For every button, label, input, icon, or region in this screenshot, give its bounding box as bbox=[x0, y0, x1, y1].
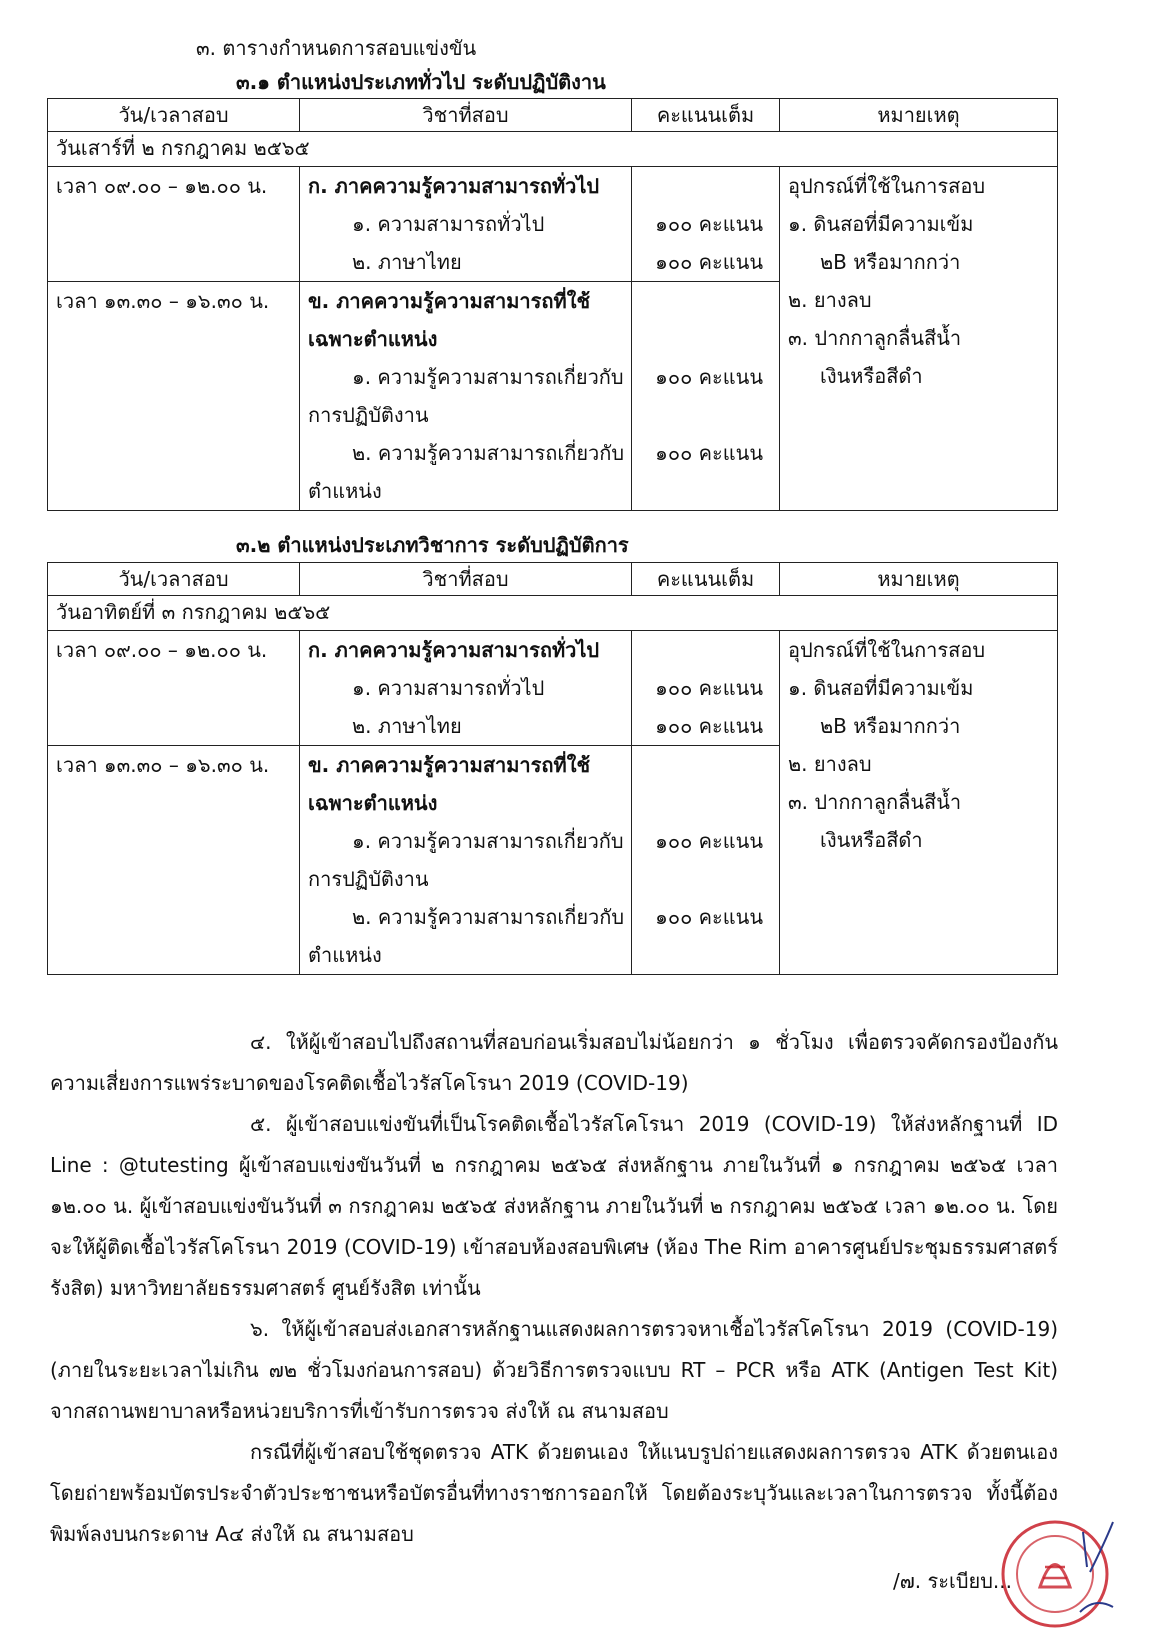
score-b2: ๑๐๐ คะแนน bbox=[655, 905, 763, 929]
note-line: ๑. ดินสอที่มีความเข้ม bbox=[788, 212, 974, 236]
header-score: คะแนนเต็ม bbox=[632, 563, 780, 596]
subject-b2-cont: ตำแหน่ง bbox=[308, 943, 382, 967]
time-afternoon: เวลา ๑๓.๓๐ – ๑๖.๓๐ น. bbox=[56, 753, 270, 777]
table-2-subtitle: ๓.๒ ตำแหน่งประเภทวิชาการ ระดับปฏิบัติการ bbox=[236, 533, 629, 557]
score-b2: ๑๐๐ คะแนน bbox=[655, 441, 763, 465]
part-b-title: ข. ภาคความรู้ความสามารถที่ใช้ bbox=[308, 289, 591, 313]
part-b-title: ข. ภาคความรู้ความสามารถที่ใช้ bbox=[308, 753, 591, 777]
subject-a1: ๑. ความสามารถทั่วไป bbox=[352, 212, 545, 236]
subject-b2: ๒. ความรู้ความสามารถเกี่ยวกับ bbox=[352, 441, 625, 465]
part-a-title: ก. ภาคความรู้ความสามารถทั่วไป bbox=[308, 638, 600, 662]
score-b1: ๑๐๐ คะแนน bbox=[655, 365, 763, 389]
score-a1: ๑๐๐ คะแนน bbox=[655, 212, 763, 236]
time-morning: เวลา ๐๙.๐๐ – ๑๒.๐๐ น. bbox=[56, 174, 268, 198]
exam-day: วันอาทิตย์ที่ ๓ กรกฎาคม ๒๕๖๕ bbox=[48, 596, 1058, 631]
part-a-title: ก. ภาคความรู้ความสามารถทั่วไป bbox=[308, 174, 600, 198]
subject-b2: ๒. ความรู้ความสามารถเกี่ยวกับ bbox=[352, 905, 625, 929]
time-afternoon: เวลา ๑๓.๓๐ – ๑๖.๓๐ น. bbox=[56, 289, 270, 313]
continuation-marker: /๗. ระเบียบ... bbox=[893, 1569, 1012, 1593]
subject-a2: ๒. ภาษาไทย bbox=[352, 714, 462, 738]
official-seal-icon bbox=[995, 1512, 1115, 1632]
subject-b1: ๑. ความรู้ความสามารถเกี่ยวกับ bbox=[352, 365, 624, 389]
header-note: หมายเหตุ bbox=[780, 99, 1058, 132]
score-a2: ๑๐๐ คะแนน bbox=[655, 714, 763, 738]
subject-b1-cont: การปฏิบัติงาน bbox=[308, 403, 429, 427]
score-a2: ๑๐๐ คะแนน bbox=[655, 250, 763, 274]
note-line: ๒B หรือมากกว่า bbox=[820, 250, 961, 274]
time-morning: เวลา ๐๙.๐๐ – ๑๒.๐๐ น. bbox=[56, 638, 268, 662]
header-date: วัน/เวลาสอบ bbox=[48, 99, 300, 132]
header-date: วัน/เวลาสอบ bbox=[48, 563, 300, 596]
paragraph-4: ๔. ให้ผู้เข้าสอบไปถึงสถานที่สอบก่อนเริ่มสอบไม่น้อยกว่า ๑ ชั่วโมง เพื่อตรวจคัดกรองป้องกันความเสี่ยงการแพร่ระบาดของโรคติดเชื้อไวรัสโคโรนา 2019 (COVID-19) bbox=[50, 1030, 1058, 1095]
paragraph-6-atk: กรณีที่ผู้เข้าสอบใช้ชุดตรวจ ATK ด้วยตนเอง ให้แนบรูปถ่ายแสดงผลการตรวจ ATK ด้วยตนเองโดยถ่ายพร้อมบัตรประจำตัวประชาชนหรือบัตรอื่นที่ทางราชการออกให้ โดยต้องระบุวันและเวลาในการตรวจ ทั้งนี้ต้องพิมพ์ลงบนกระดาษ A๔ ส่งให้ ณ สนามสอบ bbox=[50, 1440, 1058, 1546]
note-line: ๑. ดินสอที่มีความเข้ม bbox=[788, 676, 974, 700]
exam-day: วันเสาร์ที่ ๒ กรกฎาคม ๒๕๖๕ bbox=[48, 132, 1058, 167]
note-line: ๒. ยางลบ bbox=[788, 752, 872, 776]
note-line: ๒. ยางลบ bbox=[788, 288, 872, 312]
subject-b2-cont: ตำแหน่ง bbox=[308, 479, 382, 503]
schedule-table-1 bbox=[47, 98, 1058, 511]
note-line: ๓. ปากกาลูกลื่นสีน้ำ bbox=[788, 790, 962, 814]
section-3-title: ๓. ตารางกำหนดการสอบแข่งขัน bbox=[196, 36, 477, 60]
part-b-title-cont: เฉพาะตำแหน่ง bbox=[308, 791, 438, 815]
paragraph-6: ๖. ให้ผู้เข้าสอบส่งเอกสารหลักฐานแสดงผลการตรวจหาเชื้อไวรัสโคโรนา 2019 (COVID-19) (ภายในระยะเวลาไม่เกิน ๗๒ ชั่วโมงก่อนการสอบ) ด้วยวิธีการตรวจแบบ RT – PCR หรือ ATK (Antigen Test Kit) จากสถานพยาบาลหรือหน่วยบริการที่เข้ารับการตรวจ ส่งให้ ณ สนามสอบ bbox=[50, 1317, 1058, 1423]
note-line: เงินหรือสีดำ bbox=[820, 828, 923, 852]
header-note: หมายเหตุ bbox=[780, 563, 1058, 596]
header-subject: วิชาที่สอบ bbox=[300, 563, 632, 596]
subject-a2: ๒. ภาษาไทย bbox=[352, 250, 462, 274]
note-line: ๒B หรือมากกว่า bbox=[820, 714, 961, 738]
table-1-subtitle: ๓.๑ ตำแหน่งประเภททั่วไป ระดับปฏิบัติงาน bbox=[236, 70, 606, 94]
score-b1: ๑๐๐ คะแนน bbox=[655, 829, 763, 853]
header-score: คะแนนเต็ม bbox=[632, 99, 780, 132]
note-line: อุปกรณ์ที่ใช้ในการสอบ bbox=[788, 638, 986, 662]
score-a1: ๑๐๐ คะแนน bbox=[655, 676, 763, 700]
note-line: เงินหรือสีดำ bbox=[820, 364, 923, 388]
note-line: อุปกรณ์ที่ใช้ในการสอบ bbox=[788, 174, 986, 198]
subject-a1: ๑. ความสามารถทั่วไป bbox=[352, 676, 545, 700]
note-line: ๓. ปากกาลูกลื่นสีน้ำ bbox=[788, 326, 962, 350]
subject-b1-cont: การปฏิบัติงาน bbox=[308, 867, 429, 891]
body-text bbox=[50, 1022, 1058, 1555]
schedule-table-2 bbox=[47, 562, 1058, 975]
part-b-title-cont: เฉพาะตำแหน่ง bbox=[308, 327, 438, 351]
paragraph-5: ๕. ผู้เข้าสอบแข่งขันที่เป็นโรคติดเชื้อไวรัสโคโรนา 2019 (COVID-19) ให้ส่งหลักฐานที่ ID Line : @tutesting ผู้เข้าสอบแข่งขันวันที่ ๒ กรกฎาคม ๒๕๖๕ ส่งหลักฐาน ภายในวันที่ ๑ กรกฎาคม ๒๕๖๕ เวลา ๑๒.๐๐ น. ผู้เข้าสอบแข่งขันวันที่ ๓ กรกฎาคม ๒๕๖๕ ส่งหลักฐาน ภายในวันที่ ๒ กรกฎาคม ๒๕๖๕ เวลา ๑๒.๐๐ น. โดยจะให้ผู้ติดเชื้อไวรัสโคโรนา 2019 (COVID-19) เข้าสอบห้องสอบพิเศษ (ห้อง The Rim อาคารศูนย์ประชุมธรรมศาสตร์ รังสิต) มหาวิทยาลัยธรรมศาสตร์ ศูนย์รังสิต เท่านั้น bbox=[50, 1112, 1058, 1300]
header-subject: วิชาที่สอบ bbox=[300, 99, 632, 132]
subject-b1: ๑. ความรู้ความสามารถเกี่ยวกับ bbox=[352, 829, 624, 853]
